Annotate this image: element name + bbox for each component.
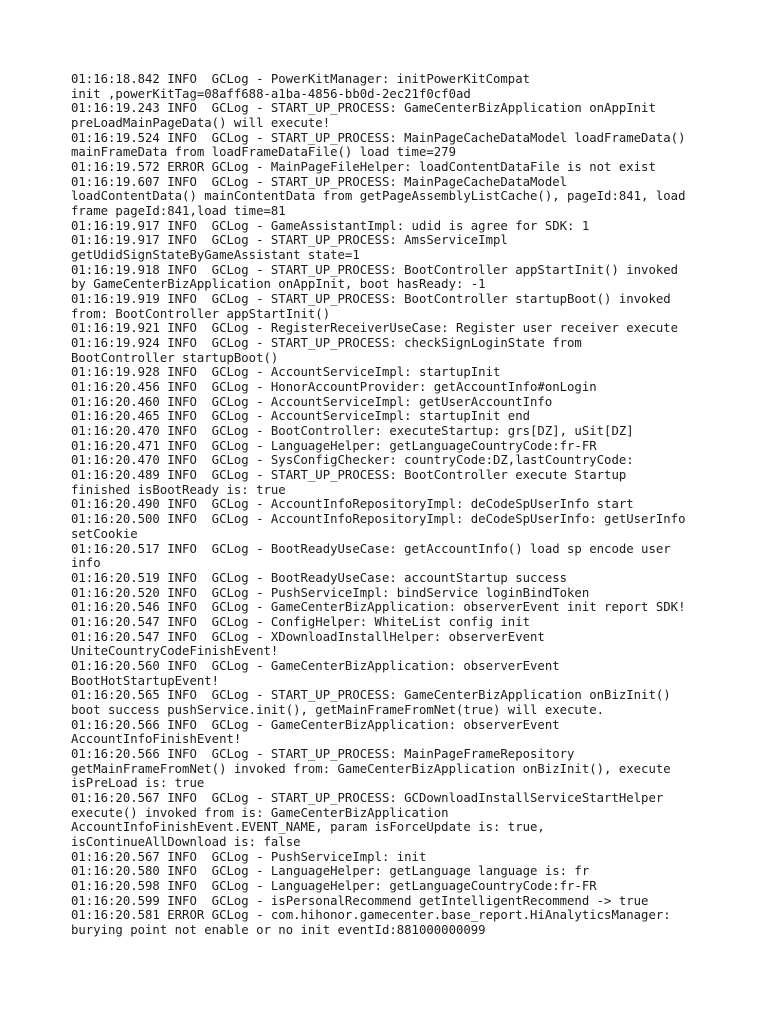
log-line: 01:16:20.580 INFO GCLog - LanguageHelper: getLanguage language is: fr [71, 864, 590, 879]
log-line: UniteCountryCodeFinishEvent! [71, 644, 279, 659]
log-line: 01:16:19.243 INFO GCLog - START_UP_PROCESS: GameCenterBizApplication onAppInit [71, 101, 656, 116]
log-line: frame pageId:841,load time=81 [71, 204, 286, 219]
log-text-block [71, 72, 711, 938]
log-line: by GameCenterBizApplication onAppInit, boot hasReady: -1 [71, 277, 486, 292]
log-line: 01:16:20.599 INFO GCLog - isPersonalRecommend getIntelligentRecommend -> true [71, 893, 649, 908]
log-line: from: BootController appStartInit() [71, 306, 331, 321]
log-line: AccountInfoFinishEvent.EVENT_NAME, param isForceUpdate is: true, [71, 820, 545, 835]
log-line: 01:16:18.842 INFO GCLog - PowerKitManager: initPowerKitCompat [71, 72, 531, 86]
log-line: 01:16:20.566 INFO GCLog - START_UP_PROCESS: MainPageFrameRepository [71, 746, 575, 761]
log-line: 01:16:20.500 INFO GCLog - AccountInfoRepositoryImpl: deCodeSpUserInfo: getUserInfo [71, 512, 686, 527]
log-line: 01:16:20.489 INFO GCLog - START_UP_PROCESS: BootController execute Startup [71, 468, 627, 483]
log-line: 01:16:20.456 INFO GCLog - HonorAccountProvider: getAccountInfo#onLogin [71, 380, 597, 395]
log-line: info [71, 556, 101, 571]
log-line: preLoadMainPageData() will execute! [71, 116, 331, 131]
log-line: 01:16:20.517 INFO GCLog - BootReadyUseCase: getAccountInfo() load sp encode user [71, 541, 671, 556]
log-line: boot success pushService.init(), getMainFrameFromNet(true) will execute. [71, 702, 605, 717]
log-line: 01:16:19.928 INFO GCLog - AccountServiceImpl: startupInit [71, 365, 501, 380]
log-line: mainFrameData from loadFrameDataFile() load time=279 [71, 145, 456, 160]
log-line: 01:16:20.598 INFO GCLog - LanguageHelper: getLanguageCountryCode:fr-FR [71, 878, 597, 893]
log-line: execute() invoked from is: GameCenterBizApplication [71, 805, 449, 820]
log-line: AccountInfoFinishEvent! [71, 732, 242, 747]
log-line: finished isBootReady is: true [71, 482, 286, 497]
log-line: init ,powerKitTag=08aff688-a1ba-4856-bb0d-2ec21f0cf0ad [71, 86, 471, 101]
log-line: 01:16:20.547 INFO GCLog - ConfigHelper: WhiteList config init [71, 614, 531, 629]
log-line: 01:16:20.581 ERROR GCLog - com.hihonor.gamecenter.base_report.HiAnalyticsManager: [71, 908, 671, 923]
log-line: BootHotStartupEvent! [71, 673, 220, 688]
log-line: 01:16:20.519 INFO GCLog - BootReadyUseCase: accountStartup success [71, 570, 568, 585]
log-line: 01:16:19.524 INFO GCLog - START_UP_PROCESS: MainPageCacheDataModel loadFrameData() [71, 130, 686, 145]
log-line: 01:16:20.460 INFO GCLog - AccountServiceImpl: getUserAccountInfo [71, 394, 553, 409]
log-line: 01:16:19.918 INFO GCLog - START_UP_PROCESS: BootController appStartInit() invoked [71, 262, 679, 277]
log-line: 01:16:19.919 INFO GCLog - START_UP_PROCESS: BootController startupBoot() invoked [71, 292, 671, 307]
log-line: 01:16:19.917 INFO GCLog - GameAssistantImpl: udid is agree for SDK: 1 [71, 218, 590, 233]
log-line: 01:16:20.565 INFO GCLog - START_UP_PROCESS: GameCenterBizApplication onBizInit() [71, 688, 671, 703]
log-line: 01:16:20.560 INFO GCLog - GameCenterBizApplication: observerEvent [71, 658, 560, 673]
log-line: 01:16:19.924 INFO GCLog - START_UP_PROCESS: checkSignLoginState from [71, 336, 582, 351]
log-line: 01:16:20.490 INFO GCLog - AccountInfoRepositoryImpl: deCodeSpUserInfo start [71, 497, 634, 512]
log-line: 01:16:20.566 INFO GCLog - GameCenterBizApplication: observerEvent [71, 717, 560, 732]
log-line: 01:16:20.471 INFO GCLog - LanguageHelper: getLanguageCountryCode:fr-FR [71, 438, 597, 453]
log-line: 01:16:20.470 INFO GCLog - BootController: executeStartup: grs[DZ], uSit[DZ] [71, 424, 634, 439]
log-line: 01:16:19.917 INFO GCLog - START_UP_PROCESS: AmsServiceImpl [71, 233, 508, 248]
log-line: isPreLoad is: true [71, 776, 205, 791]
log-line: getUdidSignStateByGameAssistant state=1 [71, 248, 360, 263]
log-line: 01:16:20.546 INFO GCLog - GameCenterBizApplication: observerEvent init report SDK! [71, 600, 686, 615]
log-line: 01:16:20.547 INFO GCLog - XDownloadInstallHelper: observerEvent [71, 629, 545, 644]
log-line: loadContentData() mainContentData from getPageAssemblyListCache(), pageId:841, load [71, 189, 686, 204]
log-line: BootController startupBoot() [71, 350, 279, 365]
log-line: 01:16:20.567 INFO GCLog - PushServiceImpl: init [71, 849, 427, 864]
log-line: 01:16:20.470 INFO GCLog - SysConfigChecker: countryCode:DZ,lastCountryCode: [71, 453, 634, 468]
log-line: 01:16:20.465 INFO GCLog - AccountServiceImpl: startupInit end [71, 409, 531, 424]
log-line: 01:16:19.572 ERROR GCLog - MainPageFileHelper: loadContentDataFile is not exist [71, 160, 656, 175]
log-line: 01:16:19.921 INFO GCLog - RegisterReceiverUseCase: Register user receiver execute [71, 321, 679, 336]
log-line: 01:16:20.520 INFO GCLog - PushServiceImpl: bindService loginBindToken [71, 585, 590, 600]
log-line: burying point not enable or no init eventId:881000000099 [71, 922, 486, 937]
log-line: 01:16:20.567 INFO GCLog - START_UP_PROCESS: GCDownloadInstallServiceStartHelper [71, 790, 664, 805]
log-line: 01:16:19.607 INFO GCLog - START_UP_PROCESS: MainPageCacheDataModel [71, 174, 568, 189]
log-line: setCookie [71, 526, 138, 541]
log-line: getMainFrameFromNet() invoked from: GameCenterBizApplication onBizInit(), execute [71, 761, 671, 776]
log-line: isContinueAllDownload is: false [71, 834, 301, 849]
